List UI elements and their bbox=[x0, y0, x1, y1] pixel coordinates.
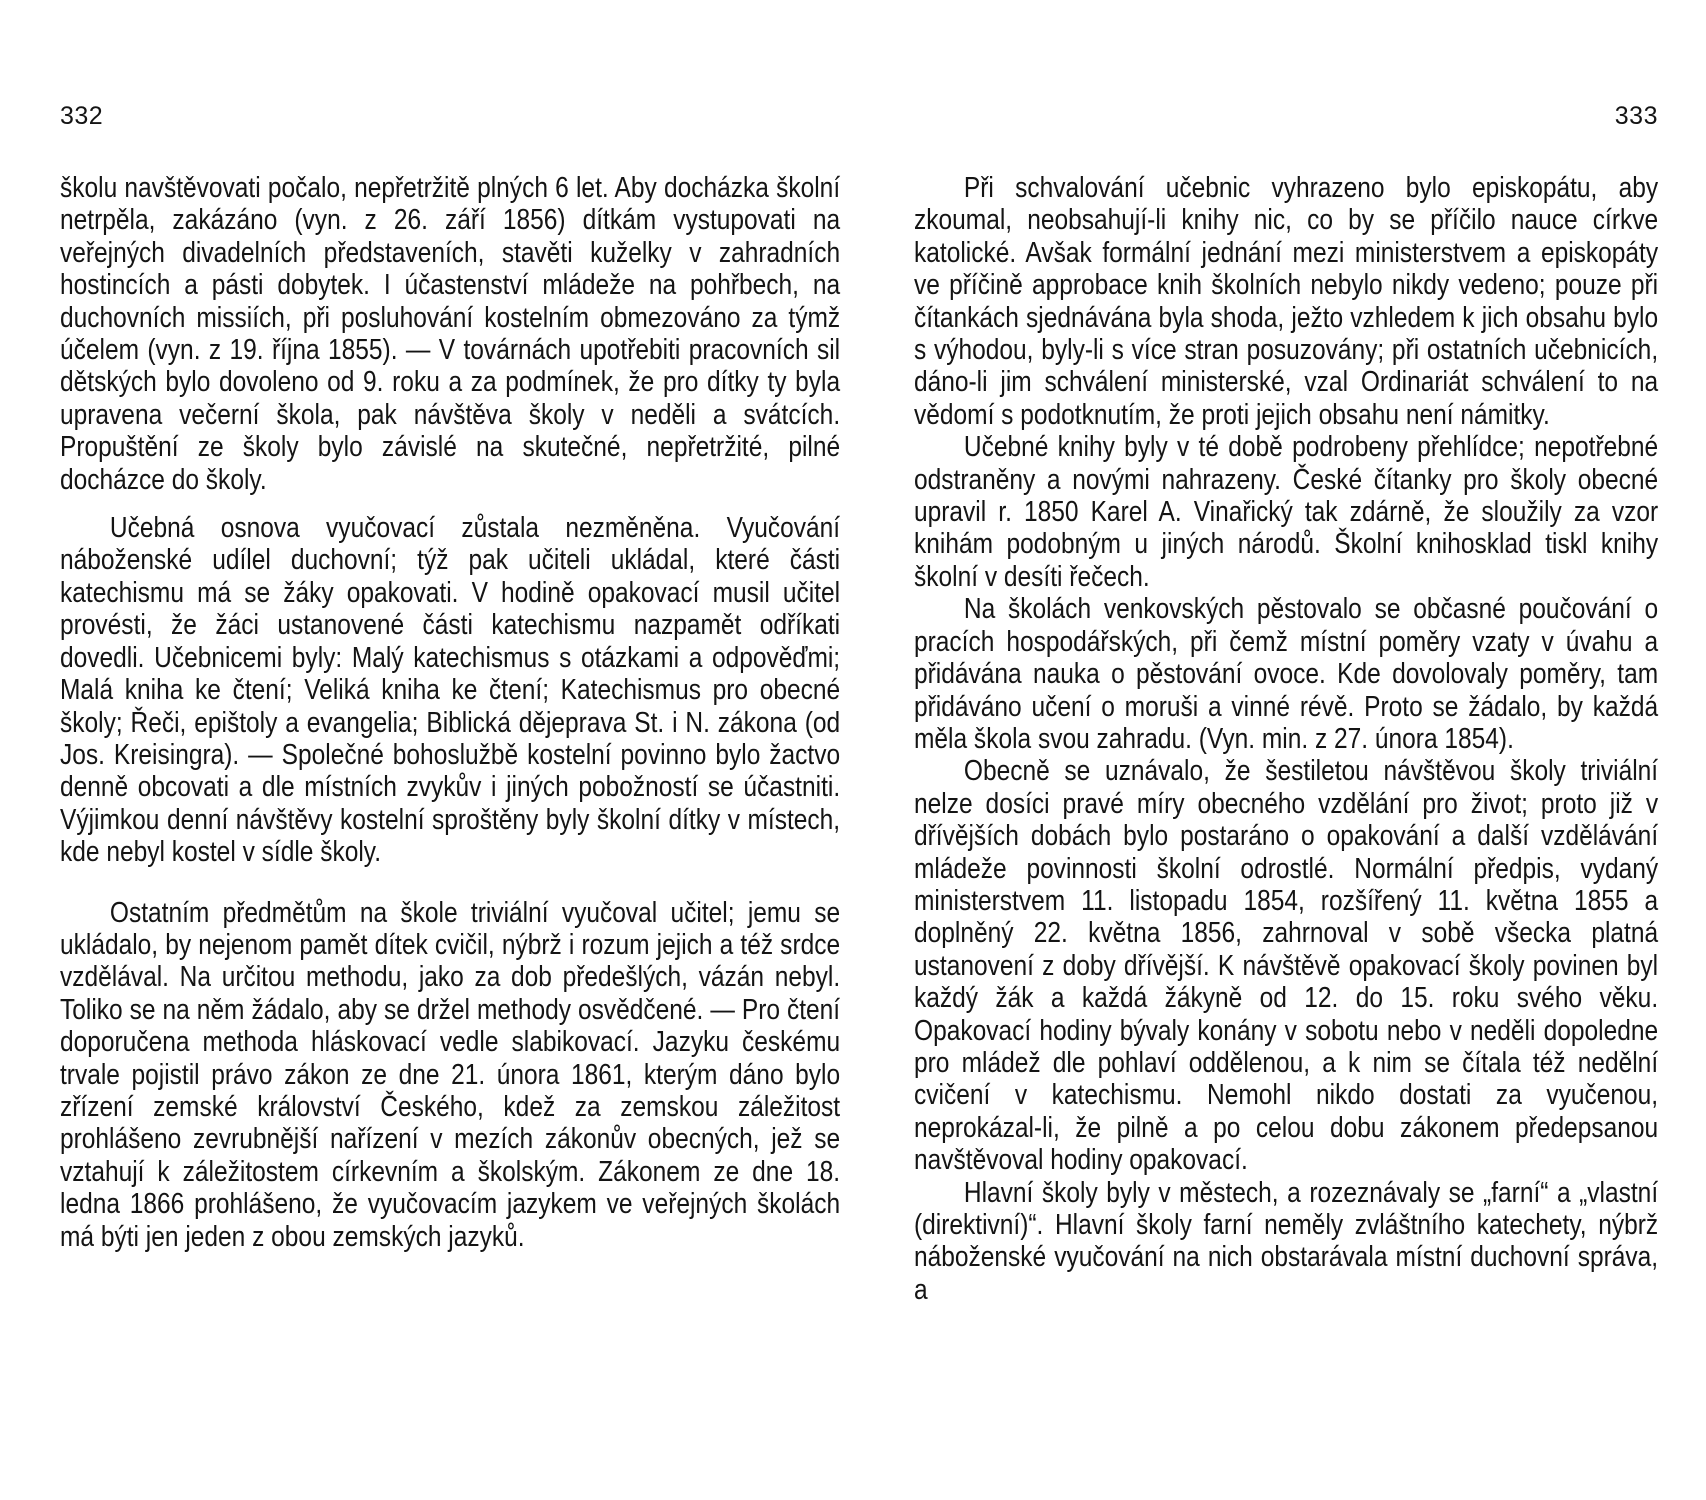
page-number: 333 bbox=[1614, 102, 1658, 130]
paragraph: Učebná osnova vyučovací zůstala nezměněna. Vyučování náboženské udílel duchovní; týž pak učiteli ukládal, které části katechismu má se žáky opakovati. V hodině opakovací musil učitel provésti, že žáci ustanovené části katechismu nazpamět odříkati dovedli. Učebnicemi byly: Malý katechismus s otázkami a odpověďmi; Malá kniha ke čtení; Veliká kniha ke čtení; Katechismus pro obecné školy; Řeči, epištoly a evangelia; Biblická dějeprava St. i N. zákona (od Jos. Kreisingra). — Společné bohoslužbě kostelní povinno bylo žactvo denně obcovati a dle místních zvykův i jiných pobožností se účastniti. Výjimkou denní návštěvy kostelní sproštěny byly školní dítky v místech, kde nebyl kostel v sídle školy. bbox=[60, 512, 841, 869]
paragraph: školu navštěvovati počalo, nepřetržitě plných 6 let. Aby docházka školní netrpěla, zakázáno (vyn. z 26. září 1856) dítkám vystupovati na veřejných divadelních představeních, stavěti kuželky v zahradních hostincích a pásti dobytek. I účastenství mládeže na pohřbech, na duchovních missiích, při posluhování kostelním obmezováno za týmž účelem (vyn. z 19. října 1855). — V továrnách upotřebiti pracovních sil dětských bylo dovoleno od 9. roku a za podmínek, že pro dítky ty byla upravena večerní škola, pak návštěva školy v neděli a svátcích. Propuštění ze školy bylo závislé na skutečné, nepřetržité, pilné docházce do školy. bbox=[60, 172, 841, 496]
left-page bbox=[60, 0, 840, 1500]
paragraph: Hlavní školy byly v městech, a rozeznávaly se „farní“ a „vlastní (direktivní)“. Hlavní školy farní neměly zvláštního katechety, nýbrž náboženské vyučování na nich obstarávala místní duchovní správa, a bbox=[914, 1176, 1659, 1306]
paragraph: Obecně se uznávalo, že šestiletou návštěvou školy triviální nelze dosíci pravé míry obecného vzdělání pro život; proto již v dřívějších dobách bylo postaráno o opakování a další vzdělávání mládeže povinnosti školní odrostlé. Normální předpis, vydaný ministerstvem 11. listopadu 1854, rozšířený 11. května 1855 a doplněný 22. května 1856, zahrnoval v sobě všecka platná ustanovení z doby dřívější. K návštěvě opakovací školy povinen byl každý žák a každá žákyně od 12. do 15. roku svého věku. Opakovací hodiny bývaly konány v sobotu nebo v neděli dopoledne pro mládež dle pohlaví oddělenou, a k nim se čítala též nedělní cvičení v katechismu. Nemohl nikdo dostati za vyučenou, neprokázal-li, že pilně a po celou dobu zákonem předepsanou navštěvoval hodiny opakovací. bbox=[914, 755, 1659, 1177]
right-page bbox=[914, 0, 1658, 1500]
paragraph: Ostatním předmětům na škole triviální vyučoval učitel; jemu se ukládalo, by nejenom pamět dítek cvičil, nýbrž i rozum jejich a též srdce vzdělával. Na určitou methodu, jako za dob předešlých, vázán nebyl. Toliko se na něm žádalo, aby se držel methody osvědčené. — Pro čtení doporučena methoda hláskovací vedle slabikovací. Jazyku českému trvale pojistil právo zákon ze dne 21. února 1861, kterým dáno bylo zřízení zemské království Českého, kdež za zemskou záležitost prohlášeno zevrubnější nařízení v mezích zákonův obecných, jež se vztahují k záležitostem církevním a školským. Zákonem ze dne 18. ledna 1866 prohlášeno, že vyučovacím jazykem ve veřejných školách má býti jen jeden z obou zemských jazyků. bbox=[60, 896, 841, 1253]
paragraph: Na školách venkovských pěstovalo se občasné poučování o pracích hospodářských, při čemž místní poměry vzaty v úvahu a přidávána nauka o pěstování ovoce. Kde dovolovaly poměry, tam přidáváno učení o moruši a vinné révě. Proto se žádalo, by každá měla škola svou zahradu. (Vyn. min. z 27. února 1854). bbox=[914, 593, 1659, 755]
page-number: 332 bbox=[60, 102, 104, 130]
page-text bbox=[914, 172, 1658, 1306]
paragraph: Při schvalování učebnic vyhrazeno bylo episkopátu, aby zkoumal, neobsahují-li knihy nic, co by se příčilo nauce církve katolické. Avšak formální jednání mezi ministerstvem a episkopáty ve příčině approbace knih školních nebylo nikdy vedeno; pouze při čítankách sjednávána byla shoda, ježto vzhledem k jich obsahu bylo s výhodou, byly-li s více stran posuzovány; při ostatních učebnicích, dáno-li jim schválení ministerské, vzal Ordinariát schválení to na vědomí s podotknutím, že proti jejich obsahu není námitky. bbox=[914, 172, 1659, 431]
paragraph: Učebné knihy byly v té době podrobeny přehlídce; nepotřebné odstraněny a novými nahrazeny. České čítanky pro školy obecné upravil r. 1850 Karel A. Vinařický tak zdárně, že sloužily za vzor knihám podobným u jiných národů. Školní knihosklad tiskl knihy školní v desíti řečech. bbox=[914, 431, 1659, 593]
page-text bbox=[60, 172, 840, 1253]
